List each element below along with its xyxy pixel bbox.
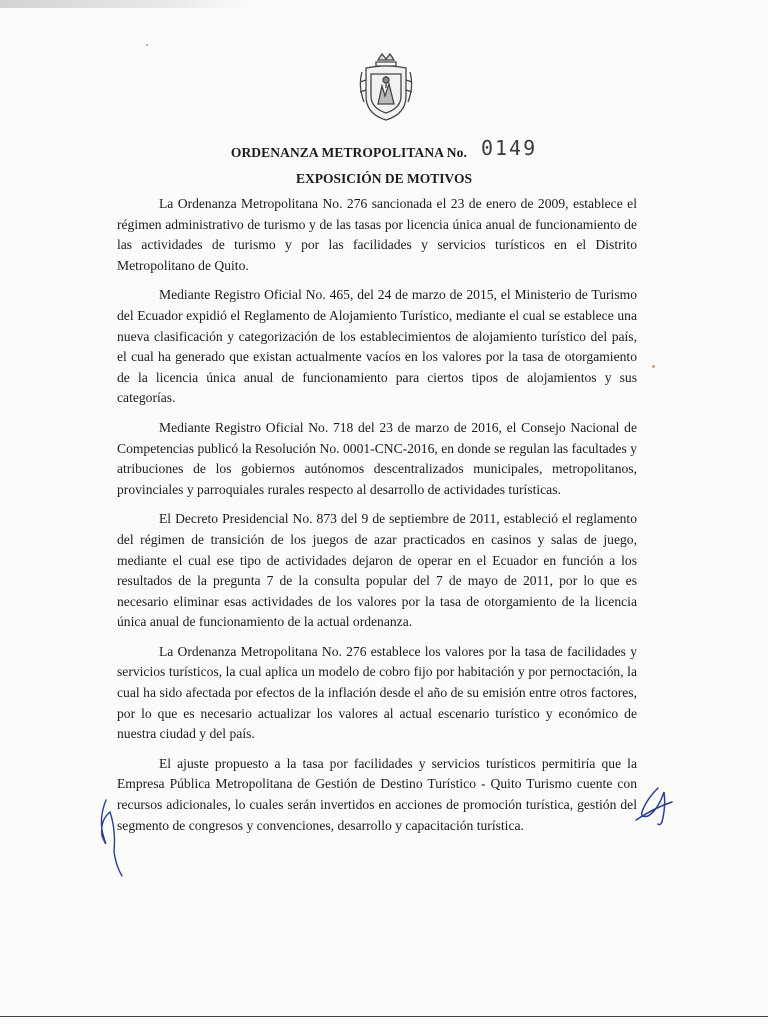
paragraph-4: El Decreto Presidencial No. 873 del 9 de septiembre de 2011, estableció el reglamento del régimen de transición de los juegos de azar practicados en casinos y salas de juego, mediante el cual ese tipo de actividades dejaron de operar en el Ecuador en función a los resultados de la pregunta 7 de la consulta popular del 7 de mayo de 2011, por lo que es necesario eliminar esas actividades de los valores por la tasa de otorgamiento de la licencia única anual de funcionamiento de la actual ordenanza.: [117, 511, 637, 630]
section-heading: EXPOSICIÓN DE MOTIVOS: [295, 171, 472, 186]
document-title-row: [0, 138, 768, 162]
scan-speck: [146, 44, 148, 46]
page-edge-line: [0, 1016, 768, 1017]
paragraph-1: La Ordenanza Metropolitana No. 276 sancionada el 23 de enero de 2009, establece el régimen administrativo de turismo y de las tasas por licencia única anual de funcionamiento de las actividades de turismo y por las facilidades y servicios turísticos en el Distrito Metropolitano de Quito.: [117, 196, 637, 273]
scan-artifact: [0, 0, 250, 8]
body-text: [117, 194, 637, 845]
paragraph-2: Mediante Registro Oficial No. 465, del 24 de marzo de 2015, el Ministerio de Turismo del Ecuador expidió el Reglamento de Alojamiento Turístico, mediante el cual se establece una nueva clasificación y categorización de los establecimientos de alojamiento turístico del país, el cual ha generado que existan actualmente vacíos en los valores por la tasa de otorgamiento de la licencia única anual de funcionamiento para ciertos tipos de alojamientos y sus categorías.: [117, 287, 637, 406]
signature-mark-left: [92, 790, 132, 880]
coat-of-arms-icon: [356, 52, 416, 124]
signature-mark-right: [628, 782, 676, 828]
scan-speck: [652, 365, 655, 368]
ordinance-number: 0149: [480, 136, 538, 160]
paragraph-3: Mediante Registro Oficial No. 718 del 23 de marzo de 2016, el Consejo Nacional de Competencias publicó la Resolución No. 0001-CNC-2016, en donde se regulan las facultades y atribuciones de los gobiernos autónomos descentralizados municipales, metropolitanos, provinciales y parroquiales rurales respecto al desarrollo de actividades turísticas.: [117, 419, 637, 497]
document-title: ORDENANZA METROPOLITANA No.: [230, 145, 467, 160]
paragraph-5: La Ordenanza Metropolitana No. 276 establece los valores por la tasa de facilidades y servicios turísticos, la cual aplica un modelo de cobro fijo por habitación y por pernoctación, la cual ha sido afectada por efectos de la inflación desde el año de su emisión entre otros factores, por lo que es necesario actualizar los valores al actual escenario turístico y económico de nuestra ciudad y del país.: [117, 643, 637, 742]
paragraph-6: El ajuste propuesto a la tasa por facilidades y servicios turísticos permitiría que la Empresa Pública Metropolitana de Gestión de Destino Turístico - Quito Turismo cuente con recursos adicionales, lo cuales serán invertidos en acciones de promoción turística, gestión del segmento de congresos y convenciones, desarrollo y capacitación turística.: [117, 755, 637, 833]
